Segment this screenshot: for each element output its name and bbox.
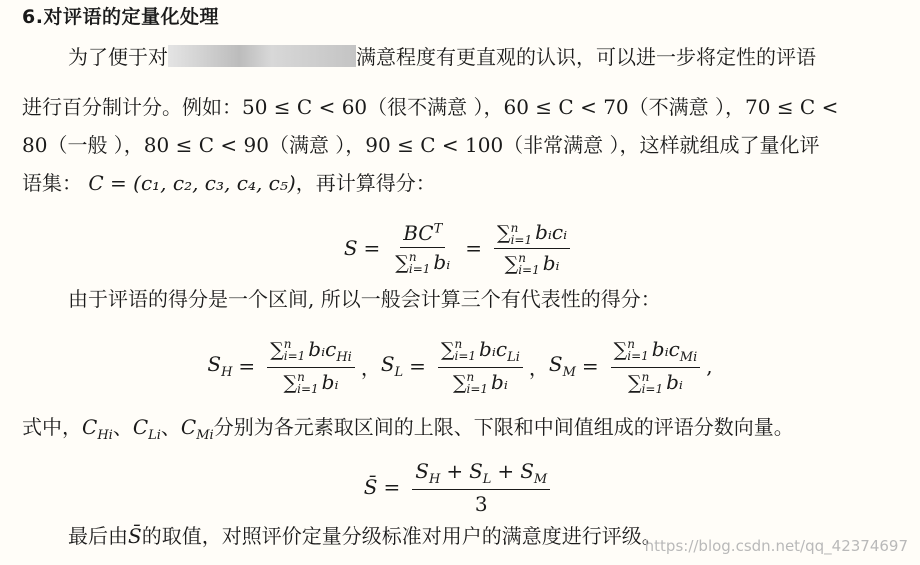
equation-score: S = $BC^T$ ∑ n i=1 bᵢ = ∑ n i=1 bᵢcᵢ ∑ n i=1 bᵢ: [0, 212, 920, 284]
eq1-upper-3: n: [518, 251, 526, 265]
eq1-lhs: S: [343, 236, 358, 260]
eq2-sep-1: ，: [360, 355, 381, 380]
intro-line2-text: 进行百分制计分。例如：50 ≤ C < 60（很不满意 ），60 ≤ C < 70（不满意 ），70 ≤ C <: [22, 95, 839, 119]
eq1-lower-3: i=1: [518, 263, 540, 277]
eq1-den1: bᵢ: [433, 249, 451, 274]
eq1-fraction-1: $BC^T$ ∑ n i=1 bᵢ: [395, 220, 451, 277]
eq1-lower-1: i=1: [408, 262, 431, 277]
section-heading: 6.对评语的定量化处理: [22, 6, 219, 28]
where-lead: 式中，: [22, 415, 82, 439]
paragraph-where: [22, 408, 902, 455]
intro-line3-text: 80（一般 ），80 ≤ C < 90（满意 ），90 ≤ C < 100（非常满意 ），这样就组成了量化评: [22, 133, 820, 157]
eq2-sep-2: ，: [528, 355, 549, 380]
final-lead: 最后由: [68, 524, 128, 548]
paragraph-intro-line3: [22, 126, 902, 164]
eq2-sh: $S_H$: [207, 352, 233, 380]
cl-vector: $C_{Li}$: [132, 415, 161, 443]
eq2-end: ,: [706, 354, 713, 378]
eq1-den2: bᵢ: [542, 250, 560, 275]
eq1-sup: T: [433, 221, 443, 237]
paragraph-interval: [22, 280, 902, 318]
paragraph-intro-line2: [22, 88, 902, 126]
eq3-den: 3: [474, 491, 488, 516]
paragraph-intro: [22, 38, 902, 76]
eq1-upper-2: n: [510, 220, 519, 235]
eq2-fraction-m: ∑ n i=1 bᵢc$_{Mi}$ ∑ n i=1 bᵢ: [611, 337, 701, 396]
interval-text: 由于评语的得分是一个区间, 所以一般会计算三个有代表性的得分：: [68, 287, 661, 311]
watermark: https://blog.csdn.net/qq_42374697: [644, 537, 908, 555]
eq2-sm: $S_M$: [548, 352, 576, 380]
cm-vector: $C_{Mi}$: [180, 415, 214, 443]
sbar-symbol: S̄: [128, 524, 142, 548]
eq1-num2: bᵢcᵢ: [535, 220, 568, 244]
eq2-fraction-h: ∑ n i=1 bᵢc$_{Hi}$ ∑ n i=1 bᵢ: [267, 337, 355, 396]
redacted-block: [168, 45, 356, 67]
eq2-fraction-l: ∑ n i=1 bᵢc$_{Li}$ ∑ n i=1 bᵢ: [438, 337, 523, 396]
intro-tail-text: 满意程度有更直观的认识，可以进一步将定性的评语: [356, 45, 816, 69]
eq1-upper-1: n: [408, 250, 417, 265]
equation-three-scores: $S_H$ = ∑ n i=1 bᵢc$_{Hi}$ ∑ n i=1 bᵢ ， $S_L$ = ∑ n i=1 bᵢc$_{Li}$ ∑ n i=1 bᵢ ， $S_M$ = ∑ n i=1 bᵢc$_{Mi}$ ∑ n i=1 bᵢ ,: [207, 336, 713, 397]
equation-average: S̄ = $\frac{S_H + S_L + S_M}{3}$: [0, 456, 920, 518]
eq2-sl: $S_L$: [380, 352, 404, 380]
intro-line4-lead: 语集：: [22, 171, 82, 195]
where-sep-2: 、: [160, 415, 181, 439]
intro-line4-tail: ，再计算得分：: [295, 171, 436, 195]
eq1-num1: BC: [403, 220, 434, 245]
eq3-lhs: S̄: [363, 475, 378, 499]
where-tail: 分别为各元素取区间的上限、下限和中间值组成的评语分数向量。: [213, 415, 794, 439]
ch-vector: $C_{Hi}$: [82, 415, 113, 443]
intro-lead-text: 为了便于对: [68, 45, 168, 69]
rating-set-formula: C = (c₁, c₂, c₃, c₄, c₅): [88, 171, 296, 195]
where-sep-1: 、: [112, 415, 133, 439]
final-tail: 的取值，对照评价定量分级标准对用户的满意度进行评级。: [141, 524, 662, 548]
eq1-fraction-2: ∑ n i=1 bᵢcᵢ ∑ n i=1 bᵢ: [494, 220, 570, 276]
paragraph-intro-line4: [22, 164, 902, 202]
eq1-lower-2: i=1: [510, 232, 533, 247]
eq3-fraction: $\frac{S_H + S_L + S_M}{3}$: [412, 459, 550, 516]
